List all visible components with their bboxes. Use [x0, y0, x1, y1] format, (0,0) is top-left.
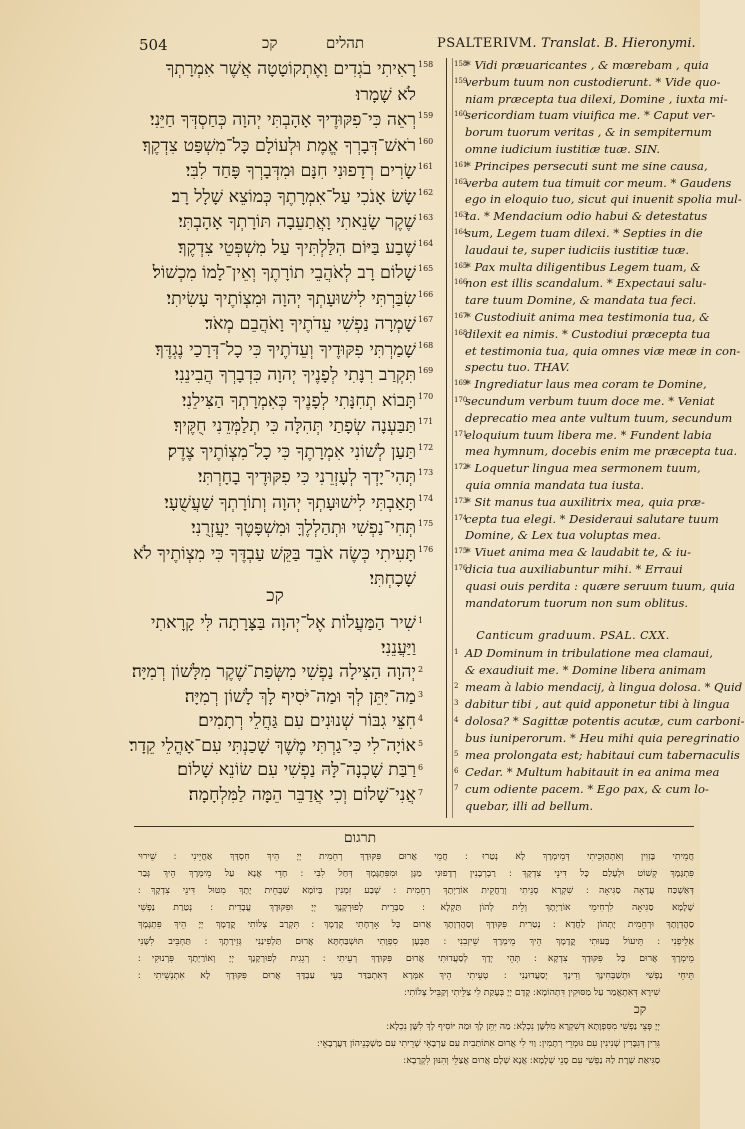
- verse-number: 172: [418, 442, 434, 452]
- verse-number: 1: [454, 648, 459, 656]
- hebrew-verse-line: שָׁלוֹם רָב לְאֹהֲבֵי תוֹרָתֶךָ וְאֵין־לָמוֹ מִכְשׁוֹל׃: [152, 263, 416, 283]
- hebrew-verse-line: תַּעַן לְשׁוֹנִי אִמְרָתֶךָ כִּי כָל־מִצְוֹתֶיךָ צֶדֶק׃: [167, 441, 416, 462]
- hebrew-psalm-line: אֲנִי־שָׁלוֹם וְכִי אֲדַבֵּר הֵמָּה לַמִּלְחָמָה׃: [188, 784, 416, 805]
- hebrew-psalm-line: מַה־יִּתֵּן לְךָ וּמַה־יֹּסִיף לָךְ לָשׁוֹן רְמִיָּה׃: [184, 686, 416, 707]
- hebrew-running-title: תהלים: [326, 34, 365, 52]
- latin-verse-line: quasi ouis perdita : quære seruum tuum, quia: [465, 578, 736, 593]
- latin-running-title: [437, 36, 696, 51]
- latin-verse-line: * Sit manus tua auxilitrix mea, quia præ-: [465, 494, 705, 509]
- latin-verse-line: * Loquetur lingua mea sermonem tuum,: [465, 461, 701, 476]
- latin-psalm-line: bus iuniperorum. * Heu mihi quia peregrinatio: [465, 731, 740, 745]
- verse-number: 2: [418, 665, 424, 674]
- verse-number: 161: [418, 162, 434, 171]
- verse-number: 171: [454, 429, 468, 438]
- hebrew-psalm-line: חִצֵּי גִבּוֹר שְׁנוּנִים עִם גַּחֲלֵי רְתָמִים׃: [198, 711, 416, 731]
- verse-number: 164: [418, 238, 434, 248]
- verse-number: 6: [454, 767, 459, 775]
- latin-verse-line: cepta tua elegi. * Desideraui salutare tuum: [465, 511, 719, 526]
- hebrew-verse-line: רָאִיתִי בֹגְדִים וָאֶתְקוֹטָטָה אֲשֶׁר אִמְרָתְךָ: [165, 59, 416, 79]
- hebrew-psalm-heading: קכ: [266, 586, 284, 606]
- verse-number: 3: [454, 699, 459, 707]
- targum-divider: [134, 826, 694, 827]
- latin-psalm-line: cum odiente pacem. * Ego pax, & cum lo-: [465, 782, 709, 796]
- hebrew-verse-line: שָׁמְרָה נַפְשִׁי עֵדֹתֶיךָ וָאֹהֲבֵם מְאֹד׃: [204, 314, 416, 334]
- hebrew-verse-line: שֶׁקֶר שָׂנֵאתִי וָאֲתַעֵבָה תּוֹרָתְךָ אָהָבְתִּי׃: [178, 212, 416, 232]
- latin-verse-line: Domine, & Lex tua voluptas mea.: [465, 528, 661, 543]
- hebrew-section-number: קכ: [262, 34, 278, 52]
- verse-number: 160: [454, 110, 468, 119]
- latin-verse-line: verbum tuum non custodierunt. * Vide quo-: [465, 74, 721, 89]
- verse-number: 165: [418, 264, 434, 273]
- targum-line: מֵימְרָךְ אֲרוּם כָּל פִּקּוּדָךְ צִדְקָא ׃ תְּהֵי יְדָךְ לְסַעֲדוּתִי אֲרוּם פִּקּוּדָךְ רְעֵיתִי ׃ רְגֵגִית לְפוּרְקָנָךְ יְיָ וְאוֹרַיְתָךְ פִּרְנוּקִי ׃: [138, 953, 694, 964]
- latin-verse-line: sum, Legem tuam dilexi. * Septies in die: [465, 226, 703, 240]
- verse-number: 2: [454, 682, 459, 690]
- hebrew-verse-line: רֹאשׁ־דְּבָרְךָ אֱמֶת וּלְעוֹלָם כָּל־מִשְׁפַּט צִדְקֶךָ׃: [142, 135, 416, 156]
- verse-number: 176: [418, 544, 434, 554]
- latin-psalm-line: & exaudiuit me. * Domine libera animam: [465, 663, 706, 677]
- verse-number: 158: [454, 60, 468, 68]
- verse-number: 6: [418, 763, 424, 772]
- verse-number: 173: [418, 468, 434, 477]
- latin-verse-line: sericordiam tuam viuifica me. * Caput ver-: [465, 108, 716, 123]
- verse-number: 169: [418, 366, 434, 375]
- verse-number: 4: [418, 714, 424, 723]
- targum-line: סַגִּיאַת שְׁרָת לַהּ נַפְשִׁי עִם סָנֵי שְׁלָמָא ׃ אֲנָא שְׁלָם אֲרוּם אֲצַלֵּי וְהִנּוּן לִקְרָבָא ׃: [403, 1055, 660, 1066]
- hebrew-verse-line: שָׁכָחְתִּי׃: [369, 569, 416, 589]
- verse-number: 174: [454, 513, 468, 522]
- verse-number: 1: [418, 616, 424, 625]
- hebrew-psalm-line: אוֹיָה־לִי כִּי־גַרְתִּי מֶשֶׁךְ שָׁכַנְתִּי עִם־אָהֳלֵי קֵדָר׃: [129, 735, 416, 756]
- latin-subtitle: Translat. B. Hieronymi.: [541, 36, 696, 51]
- verse-number: 162: [454, 177, 468, 186]
- latin-verse-line: * Custodiuit anima mea testimonia tua, &: [465, 310, 710, 324]
- verse-number: 173: [454, 496, 468, 505]
- targum-line: שְׁלָמָא סַגִּיאָה לִרְחִימֵי אוֹרַיְתָךְ וְלֵית לְהוֹן תַּקְלָא ׃ סַבְּרֵית לְפוּרְקָנָךְ יְיָ וּפִקּוּדָךְ עֲבָדִית ׃ נְטַרַת נַפְשִׁי: [138, 902, 694, 913]
- latin-verse-line: deprecatio mea ante vultum tuum, secundum: [465, 410, 733, 425]
- verse-number: 3: [418, 689, 424, 699]
- hebrew-verse-line: שִׂבַּרְתִּי לִישׁוּעָתְךָ יְהוָה וּמִצְוֹתֶיךָ עָשִׂיתִי׃: [166, 288, 416, 309]
- verse-number: 163: [418, 213, 434, 222]
- targum-line: שִׁירָא דְּאִתְאֲמַר עַל מַסּוּקִין דִּתְהוֹמָא ׃ קָדָם יְיָ בְּעָקַת לִי צַלֵּיתִי וְקַבֵּיל צְלוֹתִי ׃: [404, 987, 660, 998]
- latin-verse-line: dilexit ea nimis. * Custodiui præcepta tua: [465, 326, 711, 341]
- latin-verse-line: * Viuet anima mea & laudabit te, & iu-: [465, 545, 692, 560]
- verse-number: 170: [454, 396, 468, 404]
- latin-verse-line: laudaui te, super iudiciis iustitiæ tuæ.: [465, 242, 690, 257]
- hebrew-verse-line: תָּאַבְתִּי לִישׁוּעָתְךָ יְהוָה וְתוֹרָתְךָ שַׁעֲשֻׁעָי׃: [164, 492, 416, 513]
- targum-line: אַלֵּיפְנִי ׃ תֵּיעוֹל בָּעוּתִי קֳדָמָךְ הֵיךְ מֵימְרָךְ שֵׁיזְבִנִי ׃ תַּבְּעָן סִפְוָתִי תּוּשְׁבַּחְתָּא אֲרוּם תַּלְפִינַנִי גְּזֵירָתָךְ ׃ תַּחְבֵּיב לִשָּׁנִי: [138, 936, 694, 947]
- latin-verse-line: verba autem tua timuit cor meum. * Gaudens: [465, 175, 732, 190]
- latin-verse-line: non est illis scandalum. * Expectaui salu-: [465, 276, 707, 291]
- latin-psalm-line: AD Dominum in tribulatione mea clamaui,: [465, 646, 713, 660]
- verse-number: 165: [454, 261, 468, 270]
- hebrew-verse-line: שָׂשׂ אָנֹכִי עַל־אִמְרָתֶךָ כְּמוֹצֵא שָׁלָל רָב׃: [171, 186, 416, 207]
- hebrew-verse-line: תַּבַּעְנָה שְׂפָתַי תְּהִלָּה כִּי תְלַמְּדֵנִי חֻקֶּיךָ׃: [173, 416, 416, 436]
- hebrew-verse-line: תְּהִי־יָדְךָ לְעָזְרֵנִי כִּי פִקּוּדֶיךָ בָחָרְתִּי׃: [197, 467, 416, 487]
- latin-verse-line: * Pax multa diligentibus Legem tuam, &: [465, 259, 701, 274]
- verse-number: 170: [418, 391, 434, 401]
- verse-number: 167: [454, 312, 468, 320]
- hebrew-verse-line: רְאֵה כִּי־פִקּוּדֶיךָ אָהָבְתִּי יְהוָה כְּחַסְדְּךָ חַיֵּנִי׃: [150, 110, 416, 130]
- hebrew-psalm-line: רַבַּת שָׁכְנָה־לָּהּ נַפְשִׁי עִם שׂוֹנֵא שָׁלוֹם׃: [177, 760, 416, 780]
- targum-line: חֲמֵיתִי בָּזְוִין וְאִתְהַוְּכֵיתִי דְּמֵימְרָךְ לָא נְטַרוּ ׃ חֲמֵי אֲרוּם פִּקּוּדָךְ רְחֵמִית יְיָ הֵיךְ חִסְדָּךְ אַחֲיֵינִי ׃ שֵׁירוּי: [138, 851, 694, 862]
- hebrew-verse-line: לֹא שָׁמָרוּ׃: [355, 84, 416, 105]
- latin-verse-line: et testimonia tua, quia omnes viæ meæ in con-: [465, 343, 741, 358]
- column-divider-inner: [452, 58, 453, 818]
- verse-number: 167: [418, 315, 434, 324]
- latin-psalm-line: mea prolongata est; habitaui cum tabernaculis: [465, 748, 740, 762]
- latin-psalm-line: Cedar. * Multum habitauit in ea anima mea: [465, 765, 720, 779]
- latin-verse-line: spectu tuo. THAV.: [465, 360, 570, 375]
- verse-number: 169: [454, 379, 468, 388]
- latin-verse-line: mandatorum tuorum non sum oblitus.: [465, 595, 689, 610]
- verse-number: 163: [454, 211, 468, 220]
- targum-psalm-heading: קכ: [633, 1002, 647, 1016]
- latin-psalm-line: dolosa? * Sagittæ potentis acutæ, cum carboni-: [465, 714, 745, 728]
- latin-psalm-line: meam à labio mendacij, à lingua dolosa. * Quid: [465, 680, 743, 694]
- hebrew-verse-line: שָׂרִים רְדָפוּנִי חִנָּם וּמִדְּבָרְךָ פָּחַד לִבִּי׃: [185, 161, 416, 181]
- targum-line: יְיָ פְּצֵי נַפְשִׁי מִסִּפְוָתָא דְּשִׁקְרָא מִלִּשָּׁן נִכְלָא ׃ מַה יִּתֵּן לָךְ וּמַה יּוֹסִיף לָךְ לִשָּׁן נִכְלָא ׃: [386, 1021, 660, 1032]
- latin-verse-line: niam præcepta tua dilexi, Domine , iuxta mi-: [465, 91, 728, 106]
- hebrew-verse-line: תָּעִיתִי כְּשֶׂה אֹבֵד בַּקֵּשׁ עַבְדֶּךָ כִּי מִצְוֹתֶיךָ לֹא: [133, 543, 416, 564]
- page-number: 504: [139, 36, 168, 54]
- column-divider: [446, 58, 447, 818]
- verse-number: 168: [418, 340, 434, 350]
- latin-psalm-line: quebar, illi ad bellum.: [465, 799, 594, 813]
- latin-psalm-line: dabitur tibi , aut quid apponetur tibi à lingua: [465, 697, 730, 711]
- verse-number: 175: [418, 519, 434, 528]
- hebrew-verse-line: שָׁמַרְתִּי פִקּוּדֶיךָ וְעֵדֹתֶיךָ כִּי כָל־דְּרָכַי נֶגְדֶּךָ׃: [155, 339, 416, 360]
- latin-title: PSALTERIVM.: [437, 36, 538, 51]
- latin-verse-line: quia omnia mandata tua iusta.: [465, 478, 645, 492]
- targum-line: סַהֲדְוָתָךְ וּרְחֵמִית יָתְהוֹן לַחֲדָא ׃ נְטַרִית פִּקּוּדָךְ וְסַהֲדְוָתָךְ אֲרוּם כָּל אָרְחָתִי קֳדָמָךְ ׃ תִּקְרַב צְלוֹתִי קֳדָמָךְ יְיָ הֵיךְ פִּתְגָּמָךְ: [138, 919, 694, 930]
- verse-number: 159: [454, 76, 468, 85]
- verse-number: 5: [418, 738, 424, 748]
- verse-number: 159: [418, 111, 434, 120]
- latin-verse-line: omne iudicium iustitiæ tuæ. SIN.: [465, 142, 661, 156]
- verse-number: 172: [454, 463, 468, 472]
- targum-line: פִּתְגָּמָךְ קְשׁוֹט וּלְעָלַם כָּל דִּינֵי צִדְקָךְ ׃ רַבְרְבָנִין רְדָפוּנִי מַגָּן וּמִפִּתְגָּמָךְ דְּחַל לִבִּי ׃ חָדֵי אֲנָא עַל מֵימְרָךְ הֵיךְ גְּבַר: [138, 868, 694, 879]
- verse-number: 166: [418, 289, 434, 299]
- hebrew-verse-line: תְּחִי־נַפְשִׁי וּתְהַלְלֶךָּ וּמִשְׁפָּטֶךָ יַעֲזְרֻנִי׃: [191, 518, 416, 538]
- verse-number: 161: [454, 160, 468, 169]
- verse-number: 174: [418, 493, 434, 503]
- latin-verse-line: mea hymnum, docebis enim me præcepta tua.: [465, 444, 738, 459]
- latin-verse-line: ta. * Mendacium odio habui & detestatus: [465, 209, 708, 224]
- verse-number: 164: [454, 228, 468, 236]
- latin-verse-line: borum tuorum veritas , & in sempiternum: [465, 125, 712, 140]
- verse-number: 7: [418, 787, 424, 797]
- hebrew-verse-line: תָּבוֹא תְחִנָּתִי לְפָנֶיךָ כְּאִמְרָתְךָ הַצִּילֵנִי׃: [181, 390, 416, 411]
- latin-verse-line: ego in eloquio tuo, sicut qui inuenit spolia mul-: [465, 192, 742, 207]
- latin-verse-line: secundum verbum tuum doce me. * Veniat: [465, 394, 715, 408]
- verse-number: 5: [454, 750, 459, 758]
- targum-title: תרגום: [343, 830, 377, 846]
- latin-verse-line: * Vidi præuaricantes , & mœrebam , quia: [465, 58, 709, 72]
- verse-number: 158: [418, 60, 434, 69]
- latin-verse-line: eloquium tuum libera me. * Fundent labia: [465, 427, 712, 442]
- verse-number: 4: [454, 716, 459, 724]
- verse-number: 166: [454, 278, 468, 287]
- hebrew-verse-line: שֶׁבַע בַּיּוֹם הִלַּלְתִּיךָ עַל מִשְׁפְּטֵי צִדְקֶךָ׃: [178, 237, 416, 258]
- verse-number: 168: [454, 328, 468, 337]
- hebrew-psalm-line: יְהוָה הַצִּילָה נַפְשִׁי מִשְּׂפַת־שֶׁקֶר מִלָּשׁוֹן רְמִיָּה׃: [131, 662, 416, 682]
- latin-verse-line: tare tuum Domine, & mandata tua feci.: [465, 293, 697, 308]
- verse-number: 162: [418, 187, 434, 197]
- hebrew-psalm-line: וַיַּעֲנֵנִי׃: [381, 637, 416, 658]
- latin-verse-line: * Principes persecuti sunt me sine causa,: [465, 158, 708, 173]
- verse-number: 7: [454, 784, 459, 792]
- targum-line: תֵּיחֵי נַפְשִׁי וּתְשַׁבְּחִינָךְ וְדִינָךְ יְסַעֲדוּנַנִי ׃ טְעֵיתִי הֵיךְ אִמְּרָא דְּאִתְבַּדַּר בְּעֵי עַבְדָּךְ אֲרוּם פִּקּוּדָךְ לָא אִתְנְשֵׁיתִי ׃: [138, 970, 694, 981]
- latin-verse-line: dicia tua auxiliabuntur mihi. * Erraui: [465, 562, 683, 576]
- latin-verse-line: * Ingrediatur laus mea coram te Domine,: [465, 377, 707, 392]
- hebrew-psalm-line: שִׁיר הַמַּעֲלוֹת אֶל־יְהוָה בַּצָּרָתָה לִּי קָרָאתִי: [150, 613, 416, 633]
- verse-number: 160: [418, 136, 434, 146]
- verse-number: 171: [418, 417, 434, 426]
- targum-line: גִּרִין דְּגִבָּרִין שְׁנִינִין עִם גּוּמְרֵי רְתָמִין ׃ וַוי לִי אֲרוּם אִתּוֹתַבִית עִם עַרְבָאֵי שְׁרֵיתִי עִם מַשְׁכְּנֵיהוֹן דַּעֲרָבָאֵי ׃: [317, 1038, 660, 1049]
- targum-line: דְּאַשְׁכַּח עֲדָאָה סַגִּיאָה ׃ שִׁקְרָא סְנֵיתִי וְרַחֲקֵית אוֹרַיְתָךְ רְחֵמִית ׃ שְׁבַע זִמְנִין בְּיוֹמָא שַׁבְּחֵית יָתָךְ מִטּוּל דִּינֵי צִדְקָךְ ׃: [138, 885, 694, 896]
- verse-number: 176: [454, 564, 468, 572]
- hebrew-verse-line: תִּקְרַב רִנָּתִי לְפָנֶיךָ יְהוָה כִּדְבָרְךָ הֲבִינֵנִי׃: [174, 365, 416, 385]
- latin-psalm-heading: Canticum graduum. PSAL. CXX.: [476, 629, 670, 642]
- verse-number: 175: [454, 547, 468, 556]
